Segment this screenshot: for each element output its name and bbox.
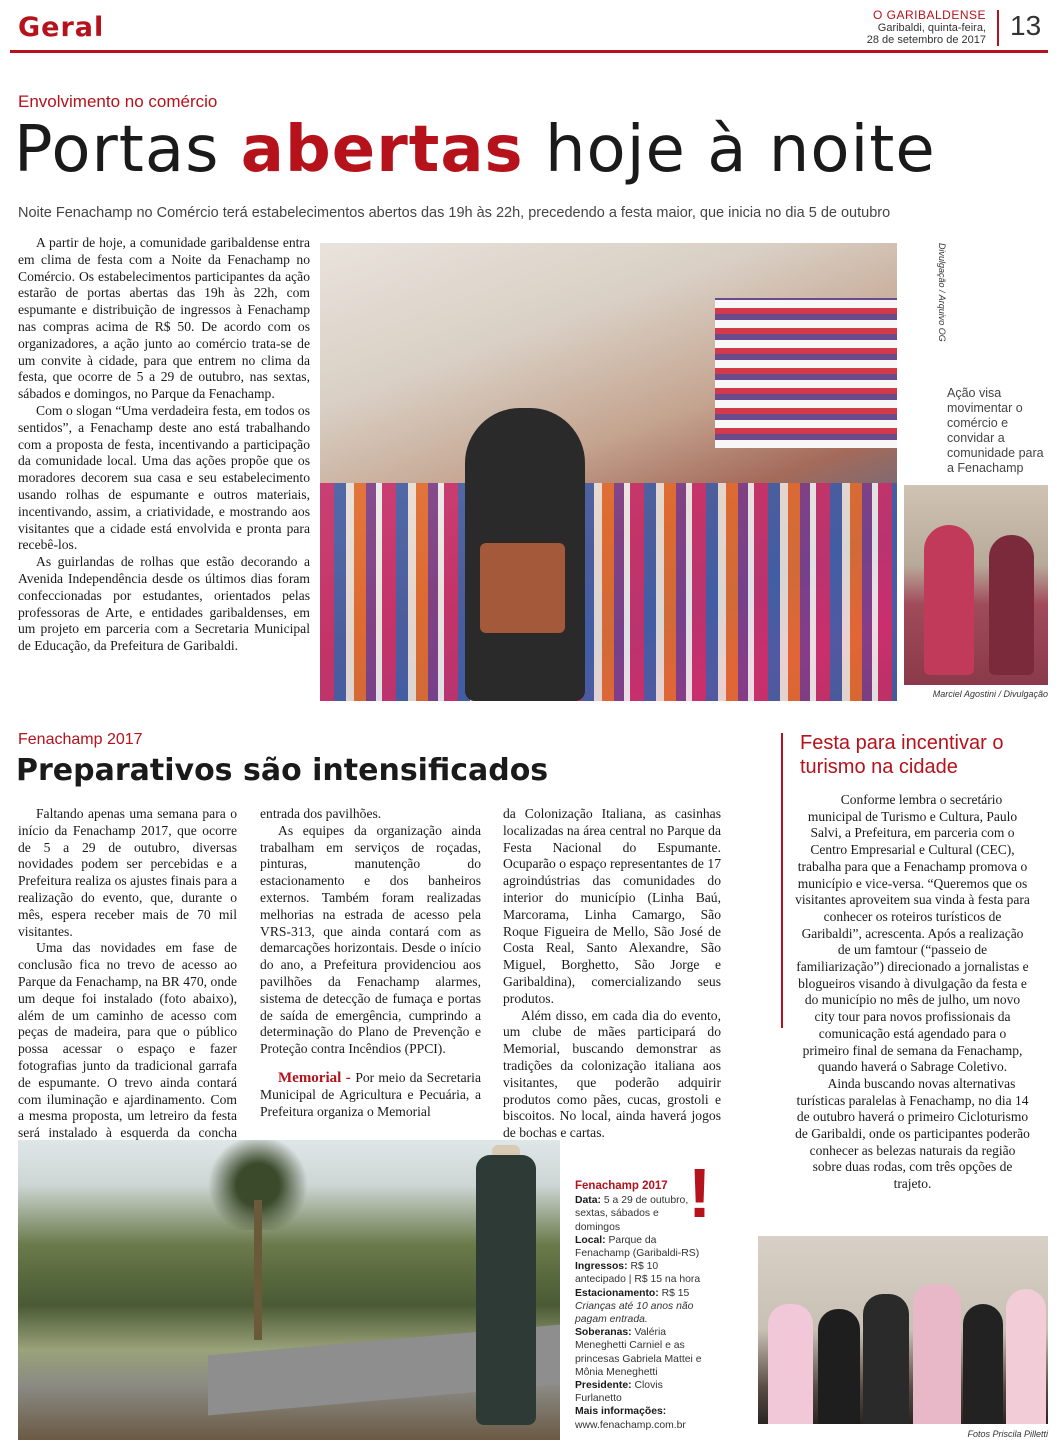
store-shelf <box>715 298 897 448</box>
article-2-column-b <box>260 806 481 1120</box>
label: Mais informações: <box>575 1406 667 1418</box>
label: Soberanas: <box>575 1327 632 1339</box>
paragraph: Uma das novidades em fase de conclusão fica no trevo de acesso ao Parque da Fenachamp, na BR 470, onde um deque foi instalado (foto abaixo), além de um caminho de acesso com peças de madeira, para que o público possa acessar o espaço e fazer fotografias junto da tradicional garrafa de espumante. O trevo ainda contará com iluminação e ajardinamento. Com a mesma proposta, um letreiro da festa será instalado à esquerda da concha <box>18 940 237 1141</box>
handbag <box>480 543 565 633</box>
masthead <box>867 8 986 46</box>
photo-caption: Ação visa movimentar o comércio e convidar a comunidade para a Fenachamp <box>947 386 1044 475</box>
giant-bottle <box>476 1155 536 1425</box>
person-figure <box>913 1284 961 1424</box>
infobox-date <box>575 1194 705 1234</box>
infobox-info <box>575 1405 705 1431</box>
memorial-text: Por meio da Secretaria Municipal de Agricultura e Pecuária, a Prefeitura organiza o Memorial <box>260 1069 481 1119</box>
value: R$ 15 <box>661 1287 690 1299</box>
article-1-kicker: Envolvimento no comércio <box>18 92 218 111</box>
headline-part-1: Portas <box>14 113 241 187</box>
paragraph-continuation: entrada dos pavilhões. <box>260 806 382 821</box>
paragraph: Com o slogan “Uma verdadeira festa, em todos os sentidos”, a Fenachamp deste ano está trabalhando com a proposta de festa, incentivando a participação da comunidade local. Uma das ações propõe que os moradores decorem sua casa e seu estabelecimento usando rolhas de espumante e outros materiais, incentivando, assim, a criatividade, e mostrando aos visitantes que a cidade está envolvida e pronta para recebê-los. <box>18 402 310 553</box>
sidebar-title: Festa para incentivar o turismo na cidade <box>800 732 1004 778</box>
note: Crianças até 10 anos não pagam entrada. <box>575 1300 694 1326</box>
article-2-headline: Preparativos são intensificados <box>16 753 549 788</box>
dress-mannequin <box>989 535 1034 675</box>
paragraph: Conforme lembra o secretário municipal de Turismo e Cultura, Paulo Salvi, a Prefeitura, em parceria com o Centro Empresarial e Cultural (CEC), trabalha para que a Fenachamp promova o município e vice-versa. “Queremos que os visitantes aproveitem sua vinda à festa para conhecer os roteiros turísticos de Garibaldi”, acrescenta. Após a realização de um famtour (“passeio de familiarização”) direcionado a jornalistas e blogueiros visando à divulgação da festa e do município no mês de julho, um novo city tour para novos profissionais da comunicação está agendado para o primeiro final de semana da Fenachamp, quando haverá o Sabrage Coletivo. <box>795 792 1030 1075</box>
headline-highlight: abertas <box>240 113 524 187</box>
person-figure <box>863 1294 909 1424</box>
event-infobox <box>575 1180 705 1432</box>
person-figure <box>818 1309 860 1424</box>
person-figure <box>1006 1289 1046 1424</box>
photo-credit-small: Marciel Agostini / Divulgação <box>932 689 1048 699</box>
photo-credit-main: Divulgação / Arquivo OG <box>937 243 947 342</box>
paragraph-continuation: da Colonização Italiana, as casinhas localizadas na área central no Parque da Festa Nacional do Espumante. Ocuparão o espaço representantes de 17 agroindústrias das comunidades do interior do município (Linha Baú, Marcorama, Linha Camargo, São Roque Figueira de Mello, São José de Costa Real, Santo Alexandre, São Miguel, Borghetto, São Jorge e Garibaldina), comercializando seus produtos. <box>503 806 721 1006</box>
paragraph: As guirlandas de rolhas que estão decorando a Avenida Independência desde os últimos dias foram confeccionadas por estudantes, orientados pelas professoras de Arte, e entidades garibaldenses, em um projeto em parceria com a Secretaria Municipal de Educação, da Prefeitura de Garibaldi. <box>18 554 310 654</box>
label: Ingressos: <box>575 1261 628 1273</box>
dateline-city: Garibaldi, quinta-feira, <box>877 22 986 34</box>
article-1-body <box>18 235 310 655</box>
infobox-local <box>575 1234 705 1260</box>
person-figure <box>768 1304 813 1424</box>
paragraph: A partir de hoje, a comunidade garibaldense entra em clima de festa com a Noite da Fenachamp no Comércio. Os estabelecimentos participantes da ação estarão de portas abertas das 19h às 22h, com espumante e distribuição de ingressos à Fenachamp nas compras acima de R$ 50. De acordo com os organizadores, a ação junto ao comércio trata-se de um convite à cidade, para que entrem no clima da festa, que ocorre de 5 a 29 de outubro, nas sextas, sábados e domingos, no Parque da Fenachamp. <box>18 235 310 402</box>
sidebar-rule <box>781 733 783 1028</box>
article-1-headline <box>14 112 936 188</box>
article-2-column-a <box>18 806 237 1159</box>
value: Valéria Meneghetti Carniel e as princesas Gabriela Mattei e Mônia Meneghetti <box>575 1327 702 1378</box>
website-link[interactable]: www.fenachamp.com.br <box>575 1419 686 1431</box>
paragraph: Ainda buscando novas alternativas turísticas paralelas à Fenachamp, no dia 14 de outubro haverá o primeiro Cicloturismo de Garibaldi, onde os participantes poderão conhecer as belezas naturais da região sobre duas rodas, com três opções de trajeto. <box>795 1075 1030 1192</box>
infobox-children-note <box>575 1300 705 1326</box>
article-2-kicker: Fenachamp 2017 <box>18 731 143 748</box>
article-2-column-c <box>503 806 721 1142</box>
section-title: Geral <box>18 12 105 43</box>
value: Parque da Fenachamp (Garibaldi-RS) <box>575 1234 700 1260</box>
dress-photo <box>904 485 1048 685</box>
label: Local: <box>575 1234 606 1246</box>
palm-trunk <box>254 1200 262 1340</box>
headline-part-2: hoje à noite <box>523 113 936 187</box>
photo-credit-group: Fotos Priscila Pilletti <box>967 1429 1048 1439</box>
page-number: 13 <box>1010 10 1042 41</box>
clothes-rack <box>320 483 897 701</box>
exclamation-icon: ! <box>688 1154 712 1232</box>
page-number-divider <box>997 10 999 46</box>
infobox-parking <box>575 1287 705 1300</box>
value: Clovis Furlanetto <box>575 1380 663 1405</box>
infobox-queens <box>575 1326 705 1379</box>
paragraph: As equipes da organização ainda trabalham em serviços de roçadas, pinturas, manutenção do estacionamento e dos banheiros externos. Também foram realizadas melhorias na estrada de acesso pela VRS-313, que ainda contará com as demarcações horizontais. Desde o início do ano, a Prefeitura providenciou aos pavilhões da Fenachamp alarmes, sistema de detecção de fumaça e portas de saída de emergência, cumprindo a determinação do Plano de Prevenção e Proteção contra Incêndios (PPCI). <box>260 822 481 1057</box>
value: 5 a 29 de outubro, sextas, sábados e domingos <box>575 1195 689 1233</box>
person-figure <box>963 1304 1003 1424</box>
bottle-monument-photo <box>18 1140 560 1440</box>
paragraph: Faltando apenas uma semana para o início da Fenachamp 2017, que ocorre de 5 a 29 de outubro, diversas novidades podem ser percebidas e a Prefeitura realiza os ajustes finais para a realização do evento, que, durante o mês, espera receber mais de 70 mil visitantes. <box>18 806 237 939</box>
memorial-label: Memorial - <box>278 1069 356 1086</box>
memorial-paragraph <box>260 1070 481 1120</box>
infobox-title: Fenachamp 2017 <box>575 1180 668 1192</box>
infobox-tickets <box>575 1260 705 1286</box>
infobox-president <box>575 1379 705 1405</box>
dateline-date: 28 de setembro de 2017 <box>866 34 986 46</box>
label: Presidente: <box>575 1380 632 1392</box>
group-photo <box>758 1236 1048 1424</box>
dress-mannequin <box>924 525 974 675</box>
article-1-subhead: Noite Fenachamp no Comércio terá estabelecimentos abertos das 19h às 22h, precedendo a festa maior, que inicia no dia 5 de outubro <box>18 205 891 221</box>
value: R$ 10 antecipado | R$ 15 na hora <box>575 1261 701 1286</box>
store-photo <box>320 243 897 701</box>
label: Estacionamento: <box>575 1287 659 1299</box>
publication-name: O GARIBALDENSE <box>872 8 986 22</box>
paragraph: Além disso, em cada dia do evento, um clube de mães participará do Memorial, buscando demonstrar as tradições da colonização italiana aos visitantes, que poderão adquirir produtos como pães, cucas, grostoli e biscoitos. No local, ainda haverá jogos de bochas e cartas. <box>503 1007 721 1141</box>
header-rule <box>10 50 1048 53</box>
label: Data: <box>575 1195 601 1207</box>
sidebar-body <box>795 792 1030 1193</box>
